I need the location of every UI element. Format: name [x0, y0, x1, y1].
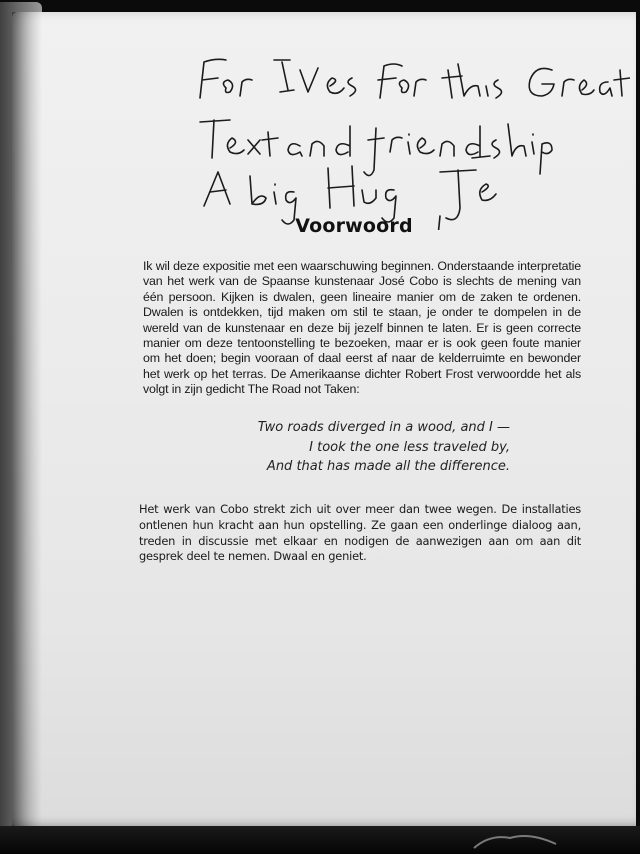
poem-line: Two roads diverged in a wood, and I —	[257, 420, 510, 435]
poem-quote	[200, 418, 510, 477]
intro-paragraph: Ik wil deze expositie met een waarschuwing beginnen. Onderstaande interpretatie van het werk van de Spaanse kunstenaar José Cobo is slechts de mening van één persoon. Kijken is dwalen, geen lineaire manier om de zaken te ordenen. Dwalen is ontdekken, tijd maken om stil te staan, je onder te dompelen in de wereld van de kunstenaar en deze bij jezelf binnen te laten. Er is geen correcte manier om deze tentoonstelling te bezoeken, maar er is ook geen foute manier om het doen; begin vooraan of daal eerst af naar de kelderruimte en bewonder het werk op het terras. De Amerikaanse dichter Robert Frost verwoordde het als volgt in zijn gedicht The Road not Taken:	[143, 259, 581, 397]
handwriting-drawing	[190, 40, 630, 230]
poem-line: And that has made all the difference.	[266, 459, 510, 474]
handwritten-dedication	[190, 40, 630, 230]
page-title: Voorwoord	[295, 215, 413, 237]
closing-paragraph: Het werk van Cobo strekt zich uit over meer dan twee wegen. De installaties ontlenen hun kracht aan hun opstelling. Ze gaan een onderlinge dialoog aan, treden in discussie met elkaar en nodigen de aanwezigen aan om aan dit gesprek deel te nemen. Dwaal en geniet.	[139, 502, 581, 564]
paper-scrap	[470, 828, 560, 850]
spine-shadow	[12, 12, 42, 826]
poem-line: I took the one less traveled by,	[309, 439, 510, 455]
